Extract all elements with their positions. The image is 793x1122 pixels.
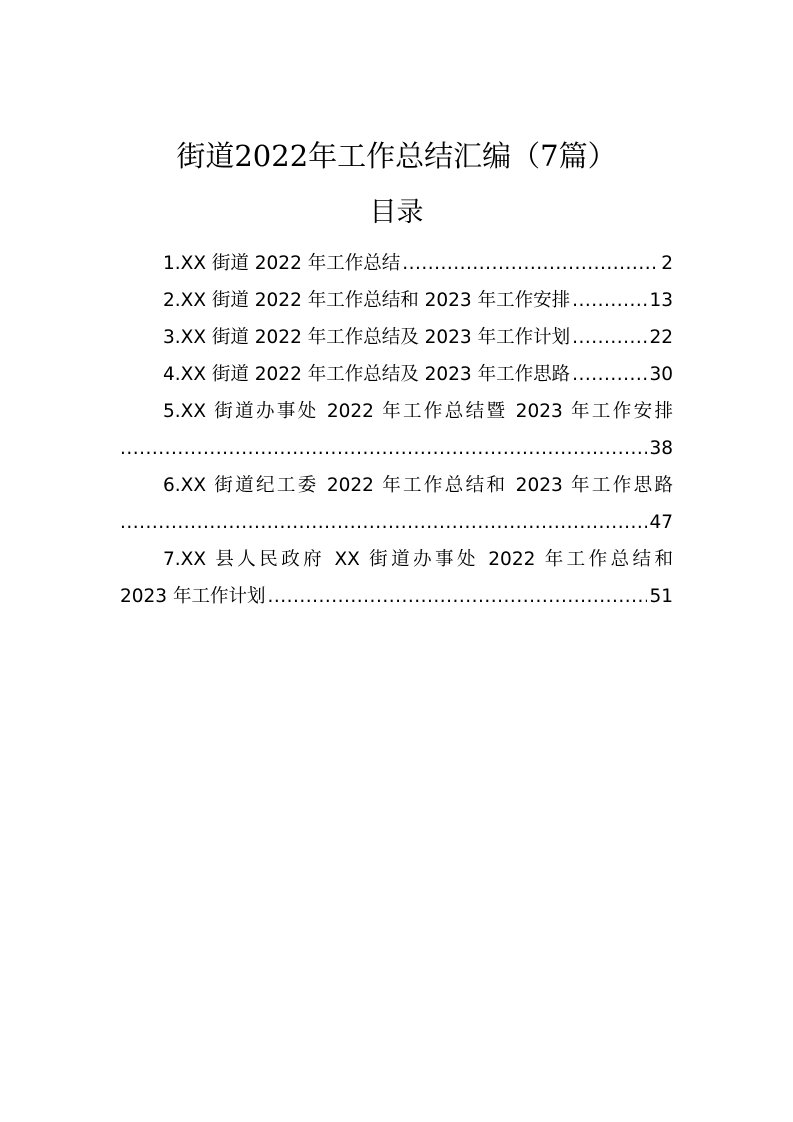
toc-page-number: 2: [661, 253, 673, 274]
dot-leader: [120, 430, 647, 467]
toc-page-number: 47: [649, 512, 673, 533]
toc-entry-title-line1: 7.XX 县人民政府 XX 街道办事处 2022 年工作总结和: [163, 549, 673, 570]
toc-page-number: 22: [649, 327, 673, 348]
toc-heading: 目录: [369, 197, 424, 228]
toc-entry-5[interactable]: [120, 393, 673, 467]
toc-entry-title: 2.XX 街道 2022 年工作总结和 2023 年工作安排: [163, 290, 571, 311]
toc-page-number: 51: [649, 586, 673, 607]
toc-entry-4[interactable]: [120, 356, 673, 393]
dot-leader: [267, 578, 647, 615]
toc-page-number: 30: [649, 364, 673, 385]
toc-page-number: 38: [649, 438, 673, 459]
toc-entry-title: 5.XX 街道办事处 2022 年工作总结暨 2023 年工作安排: [163, 401, 673, 422]
toc-entry-title-line2: 2023 年工作计划: [120, 586, 266, 607]
toc-entry-title: 3.XX 街道 2022 年工作总结及 2023 年工作计划: [163, 327, 571, 348]
toc-entry-3[interactable]: [120, 319, 673, 356]
table-of-contents: [120, 245, 673, 615]
dot-leader: [572, 319, 647, 356]
toc-entry-2[interactable]: [120, 282, 673, 319]
toc-entry-6[interactable]: [120, 467, 673, 541]
toc-entry-7[interactable]: [120, 541, 673, 615]
dot-leader: [402, 245, 659, 282]
toc-entry-title: 1.XX 街道 2022 年工作总结: [163, 253, 401, 274]
toc-entry-title: 4.XX 街道 2022 年工作总结及 2023 年工作思路: [163, 364, 571, 385]
dot-leader: [572, 356, 647, 393]
toc-page-number: 13: [649, 290, 673, 311]
dot-leader: [120, 504, 647, 541]
toc-entry-title: 6.XX 街道纪工委 2022 年工作总结和 2023 年工作思路: [163, 475, 673, 496]
toc-entry-1[interactable]: [120, 245, 673, 282]
document-title: 街道2022年工作总结汇编（7篇）: [176, 139, 617, 173]
dot-leader: [572, 282, 647, 319]
